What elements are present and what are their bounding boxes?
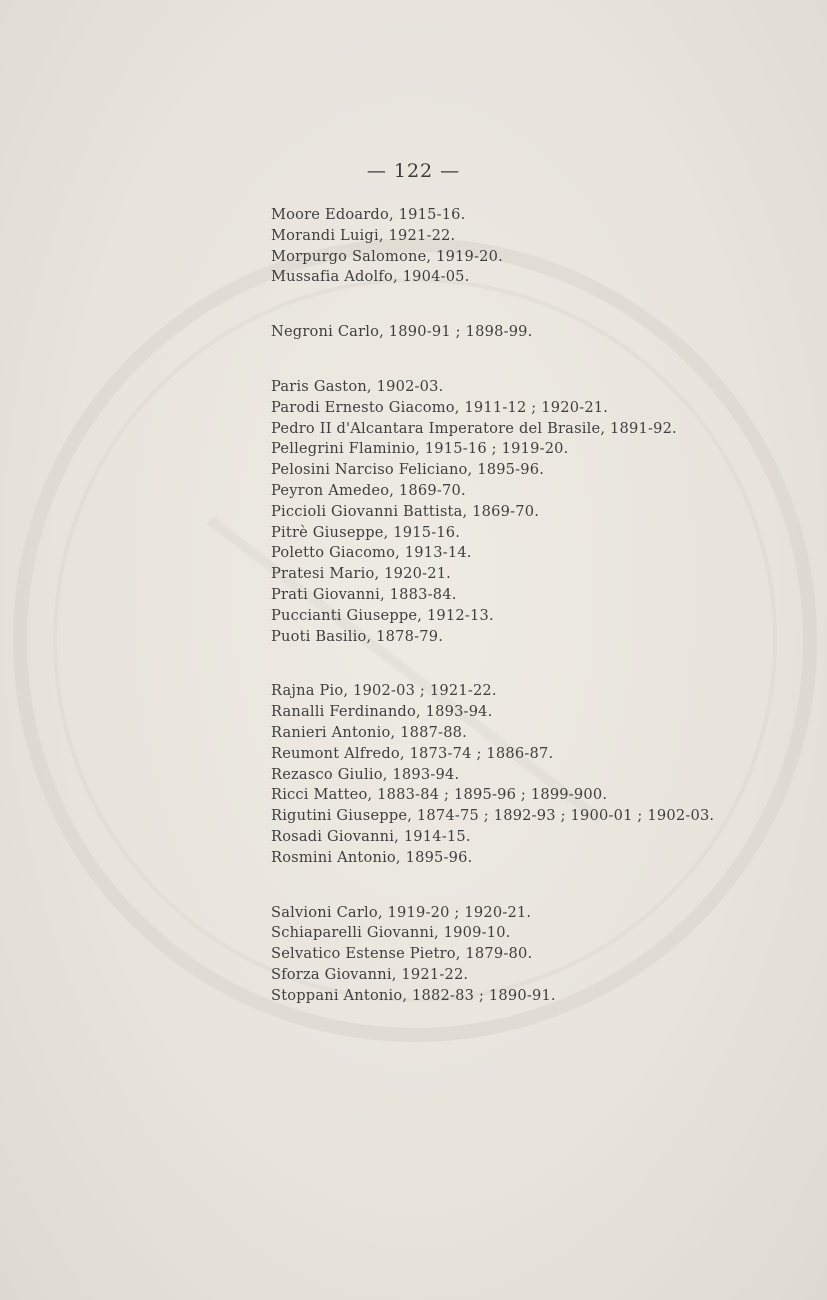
index-group-p bbox=[271, 377, 791, 647]
index-entry: Pitrè Giuseppe, 1915-16. bbox=[271, 523, 461, 541]
index-entry: Poletto Giacomo, 1913-14. bbox=[271, 544, 472, 562]
index-entry: Rosadi Giovanni, 1914-15. bbox=[271, 827, 471, 845]
index-entry: Salvioni Carlo, 1919-20 ; 1920-21. bbox=[271, 903, 532, 921]
index-entry: Pelosini Narciso Feliciano, 1895-96. bbox=[271, 461, 545, 479]
index-entry: Puccianti Giuseppe, 1912-13. bbox=[271, 606, 494, 624]
index-group-n bbox=[271, 322, 791, 343]
index-entry: Morpurgo Salomone, 1919-20. bbox=[271, 247, 503, 265]
index-entry: Moore Edoardo, 1915-16. bbox=[271, 206, 466, 223]
index-entry: Pedro II d'Alcantara Imperatore del Brasile, 1891-92. bbox=[271, 419, 677, 437]
index-entry: Mussafia Adolfo, 1904-05. bbox=[271, 268, 470, 286]
index-entry: Reumont Alfredo, 1873-74 ; 1886-87. bbox=[271, 744, 554, 762]
index-entry: Rezasco Giulio, 1893-94. bbox=[271, 765, 460, 783]
index-entry: Negroni Carlo, 1890-91 ; 1898-99. bbox=[271, 323, 533, 341]
index-entry: Sforza Giovanni, 1921-22. bbox=[271, 965, 469, 983]
index-entry: Paris Gaston, 1902-03. bbox=[271, 377, 444, 395]
index-entry: Ranalli Ferdinando, 1893-94. bbox=[271, 703, 493, 721]
index-group-m bbox=[271, 205, 791, 288]
index-entry: Rosmini Antonio, 1895-96. bbox=[271, 848, 473, 866]
index-entry: Selvatico Estense Pietro, 1879-80. bbox=[271, 945, 533, 963]
index-entry: Stoppani Antonio, 1882-83 ; 1890-91. bbox=[271, 986, 556, 1004]
index-entry: Morandi Luigi, 1921-22. bbox=[271, 226, 456, 244]
index-entry: Prati Giovanni, 1883-84. bbox=[271, 585, 457, 603]
page-number: — 122 — bbox=[366, 160, 461, 182]
index-entry: Puoti Basilio, 1878-79. bbox=[271, 627, 444, 645]
index-entry: Schiaparelli Giovanni, 1909-10. bbox=[271, 924, 511, 942]
index-entry: Rigutini Giuseppe, 1874-75 ; 1892-93 ; 1900-01 ; 1902-03. bbox=[271, 807, 715, 825]
index-entry: Ricci Matteo, 1883-84 ; 1895-96 ; 1899-900. bbox=[271, 786, 608, 804]
index-entry: Rajna Pio, 1902-03 ; 1921-22. bbox=[271, 682, 497, 700]
index-entry: Pratesi Mario, 1920-21. bbox=[271, 565, 452, 583]
index-entry: Pellegrini Flaminio, 1915-16 ; 1919-20. bbox=[271, 440, 569, 458]
index-group-r bbox=[271, 681, 791, 868]
name-index-list bbox=[271, 205, 791, 1041]
index-entry: Peyron Amedeo, 1869-70. bbox=[271, 481, 466, 499]
index-entry: Piccioli Giovanni Battista, 1869-70. bbox=[271, 502, 540, 520]
index-group-s bbox=[271, 903, 791, 1007]
index-entry: Parodi Ernesto Giacomo, 1911-12 ; 1920-21. bbox=[271, 398, 609, 416]
index-entry: Ranieri Antonio, 1887-88. bbox=[271, 723, 468, 741]
